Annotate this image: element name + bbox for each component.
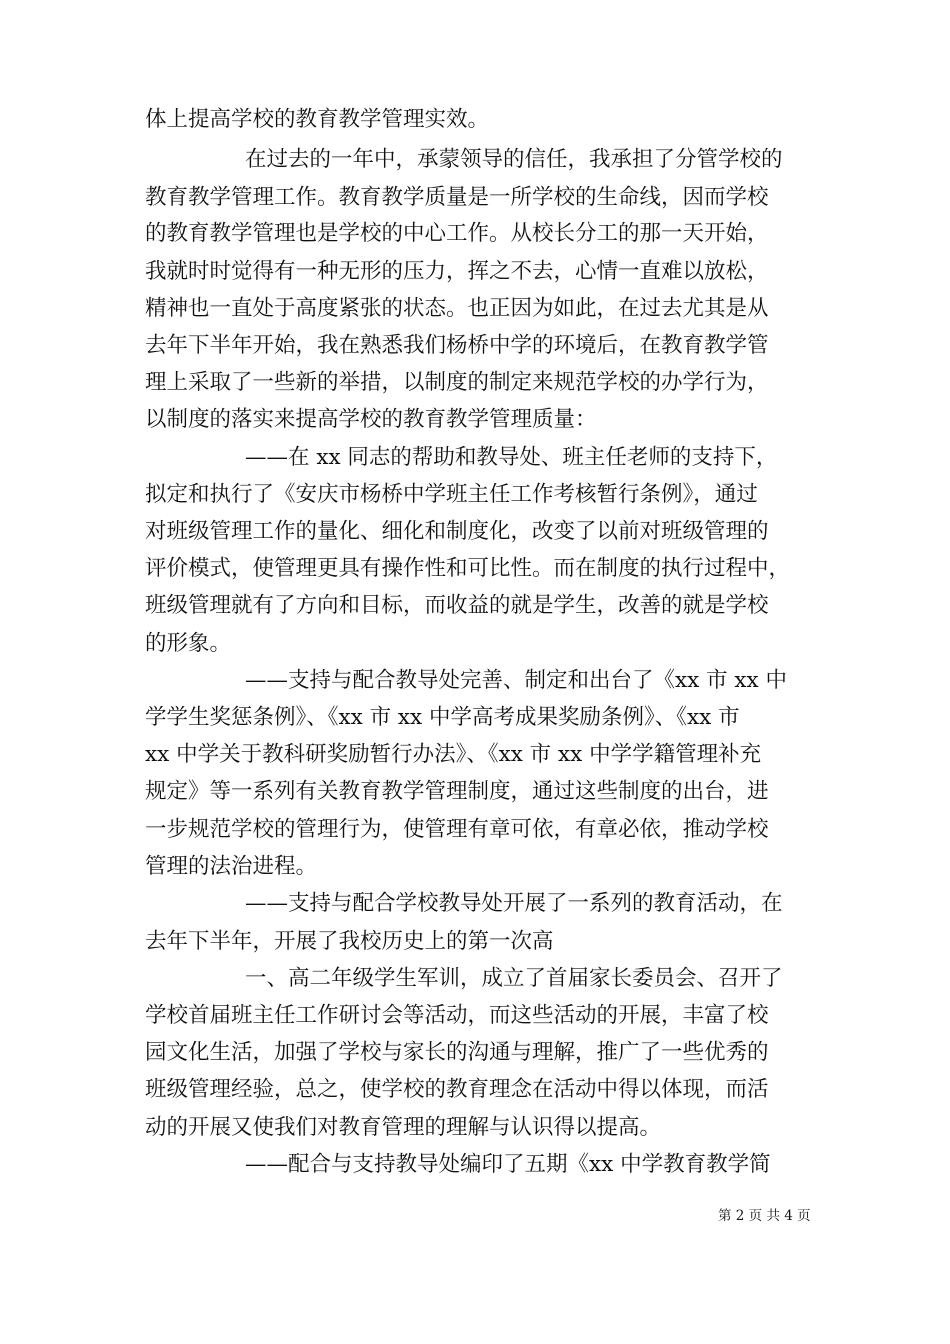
text-line: 教育教学管理工作。教育教学质量是一所学校的生命线，因而学校 (145, 185, 769, 210)
text-line: 体上提高学校的教育教学管理实效。 (145, 107, 490, 132)
text-line: 去年下半年，开展了我校历史上的第一次高 (145, 929, 554, 954)
text-line: 评价模式，使管理更具有操作性和可比性。而在制度的执行过程中， (145, 556, 791, 581)
text-line: ——支持与配合学校教导处开展了一系列的教育活动，在 (245, 891, 783, 916)
text-line: 以制度的落实来提高学校的教育教学管理质量： (145, 407, 597, 432)
text-line: 规定》等一系列有关教育教学管理制度，通过这些制度的出台，进 (145, 779, 769, 804)
text-line: 一、高二年级学生军训，成立了首届家长委员会、召开了 (245, 966, 783, 991)
text-line: 拟定和执行了《安庆市杨桥中学班主任工作考核暂行条例》，通过 (145, 482, 758, 507)
text-line: ——支持与配合教导处完善、制定和出台了《xx 市 xx 中 (245, 668, 788, 693)
text-line: 在过去的一年中，承蒙领导的信任，我承担了分管学校的 (245, 147, 783, 172)
text-line: 的教育教学管理也是学校的中心工作。从校长分工的那一天开始， (145, 221, 769, 246)
text-line: 精神也一直处于高度紧张的状态。也正因为如此，在过去尤其是从 (145, 296, 769, 321)
text-line: 园文化生活，加强了学校与家长的沟通与理解，推广了一些优秀的 (145, 1040, 769, 1065)
text-line: ——在 xx 同志的帮助和教导处、班主任老师的支持下， (245, 445, 778, 470)
text-line: ——配合与支持教导处编印了五期《xx 中学教育教学简 (245, 1152, 771, 1177)
text-line: 对班级管理工作的量化、细化和制度化，改变了以前对班级管理的 (145, 519, 769, 544)
text-line: xx 中学关于教科研奖励暂行办法》、《xx 市 xx 中学学籍管理补充 (145, 742, 762, 767)
text-line: 学学生奖惩条例》、《xx 市 xx 中学高考成果奖励条例》、《xx 市 (145, 705, 740, 730)
text-line: 一步规范学校的管理行为，使管理有章可依，有章必依，推动学校 (145, 817, 769, 842)
text-line: 班级管理就有了方向和目标，而收益的就是学生，改善的就是学校 (145, 593, 769, 618)
text-line: 去年下半年开始，我在熟悉我们杨桥中学的环境后，在教育教学管 (145, 333, 769, 358)
text-line: 班级管理经验，总之，使学校的教育理念在活动中得以体现，而活 (145, 1077, 769, 1102)
text-line: 管理的法治进程。 (145, 854, 318, 879)
text-line: 学校首届班主任工作研讨会等活动，而这些活动的开展，丰富了校 (145, 1003, 769, 1028)
page-number-footer: 第 2 页 共 4 页 (718, 1208, 811, 1224)
text-line: 的形象。 (145, 631, 232, 656)
text-line: 动的开展又使我们对教育管理的理解与认识得以提高。 (145, 1115, 662, 1140)
text-line: 我就时时觉得有一种无形的压力，挥之不去，心情一直难以放松， (145, 259, 769, 284)
text-line: 理上采取了一些新的举措，以制度的制定来规范学校的办学行为， (145, 370, 769, 395)
